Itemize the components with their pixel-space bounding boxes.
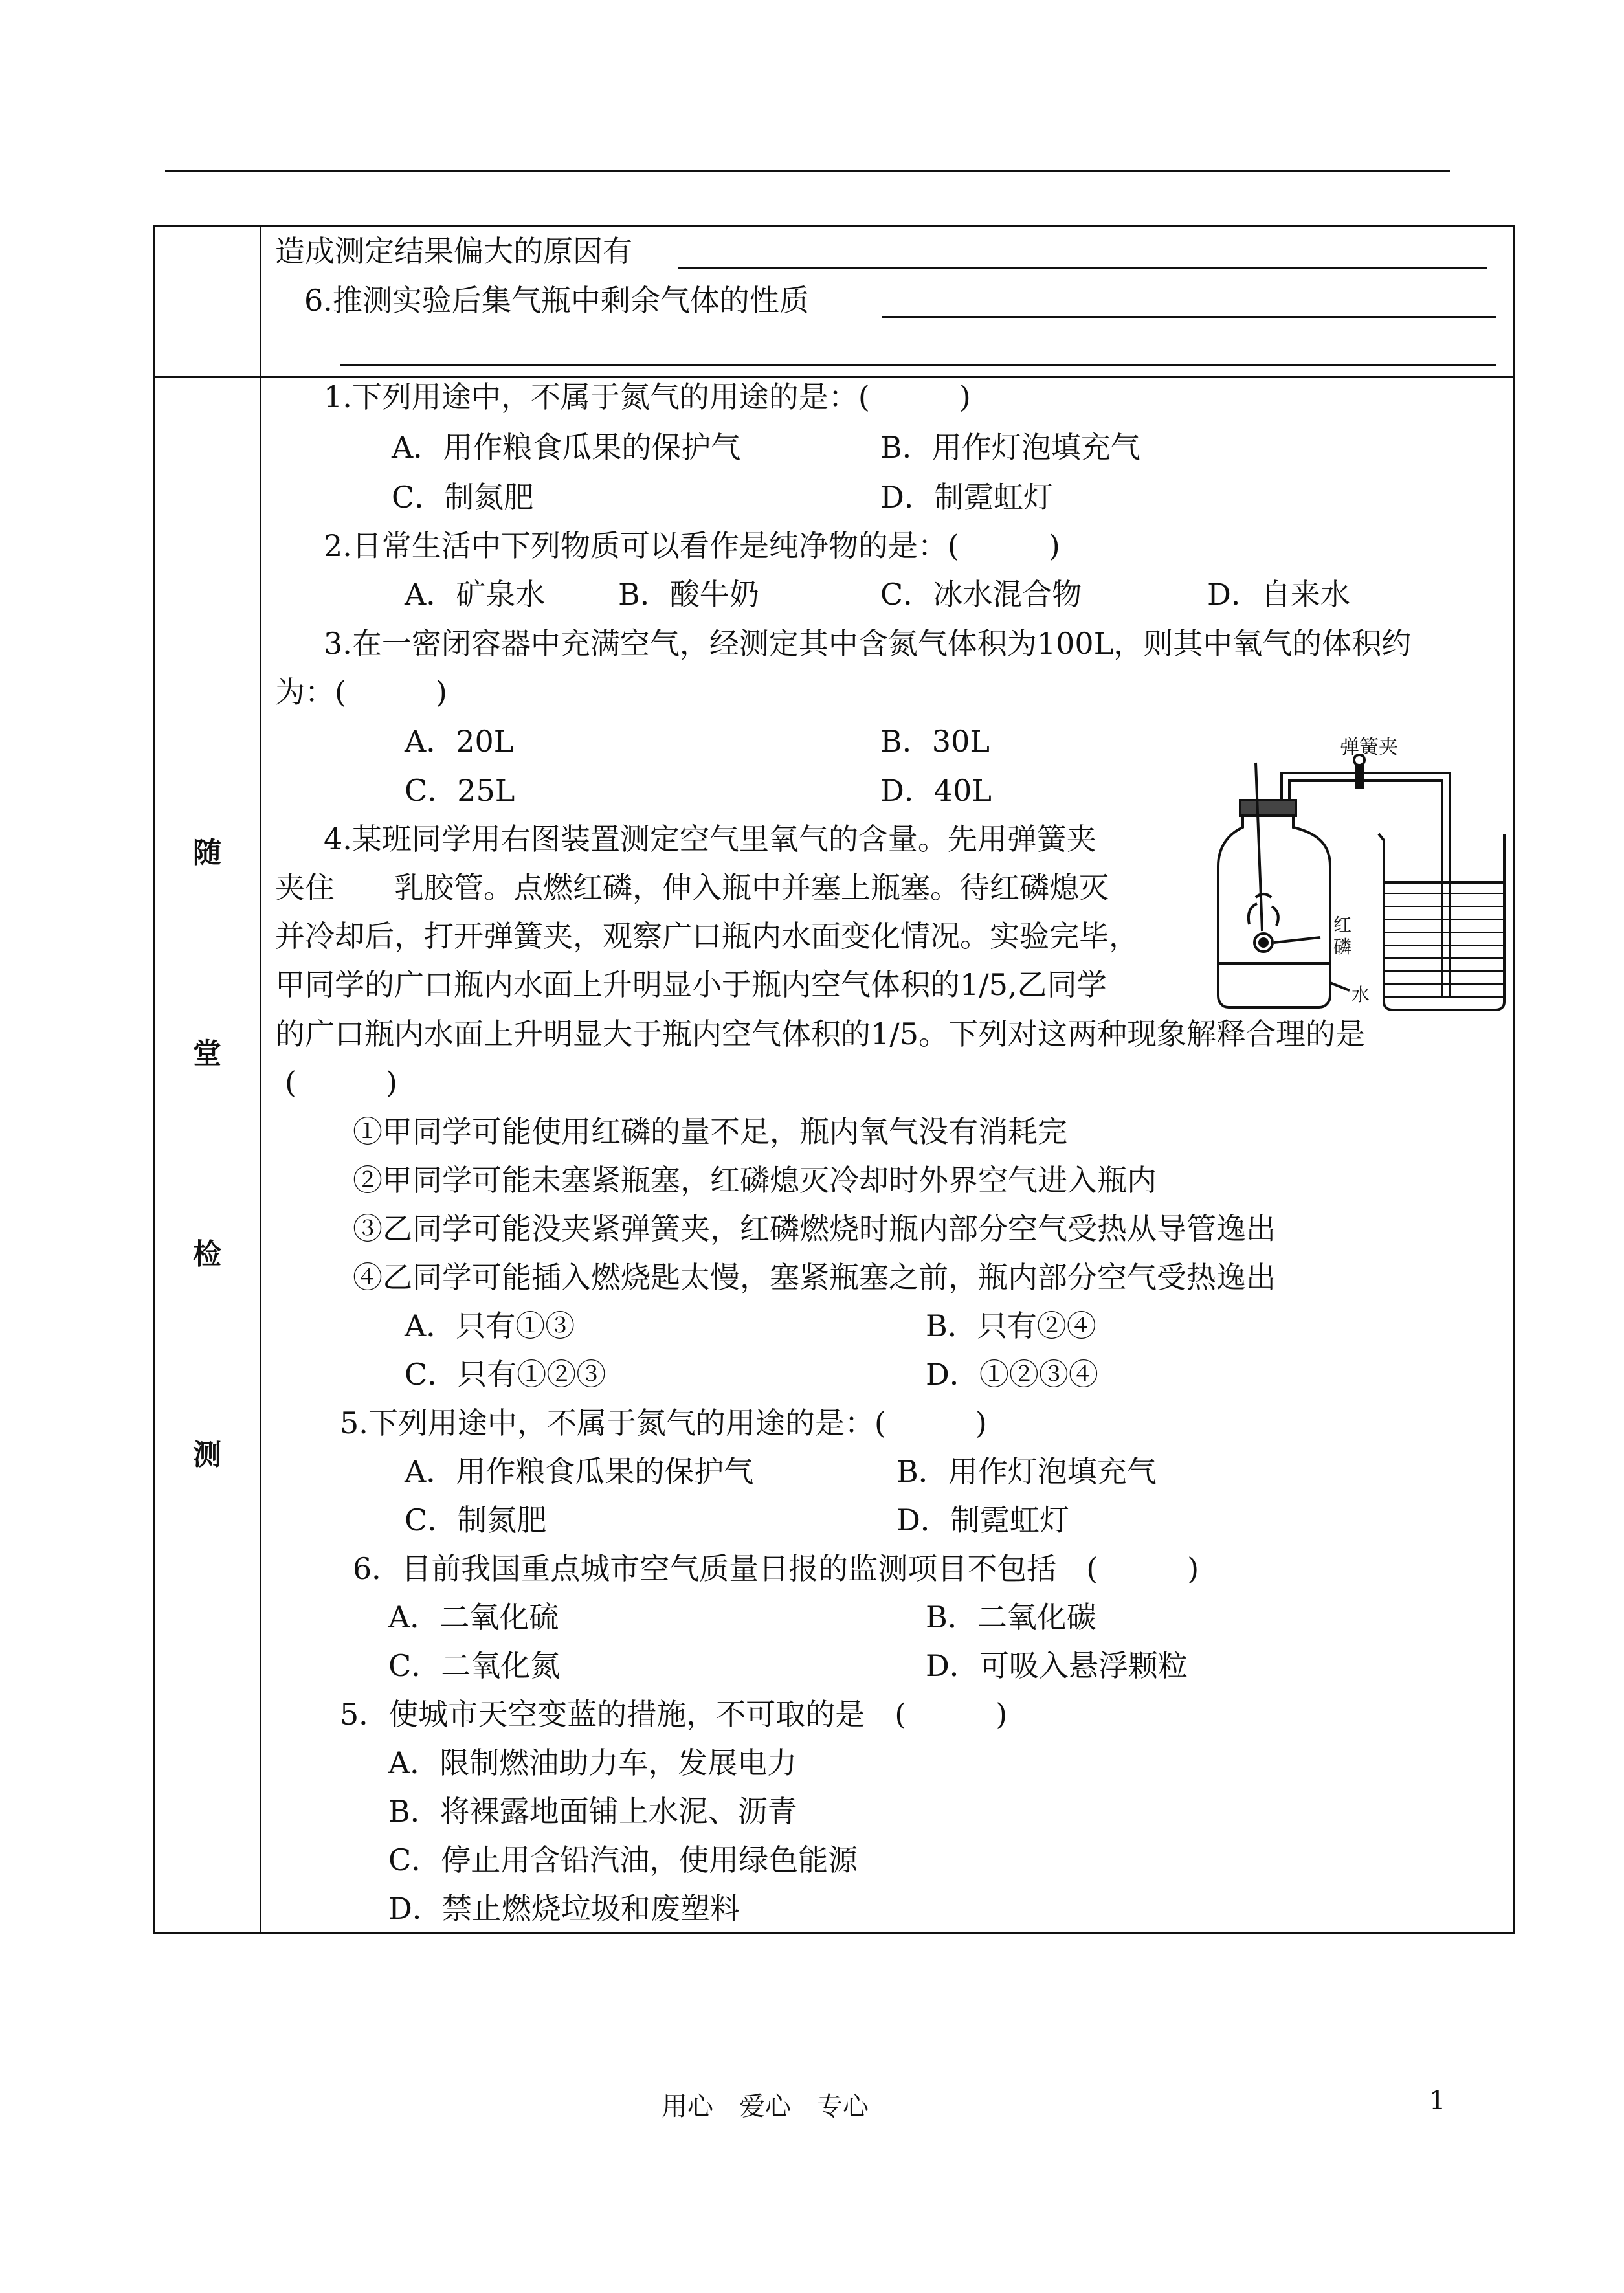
question-stem-cont: ( ) xyxy=(285,1065,397,1100)
option-b: B．二氧化碳 xyxy=(926,1600,1096,1635)
option-a: A．用作粮食瓜果的保护气 xyxy=(392,430,741,465)
statement-1: ①甲同学可能使用红磷的量不足，瓶内氧气没有消耗完 xyxy=(353,1114,1067,1149)
option-c: C．制氮肥 xyxy=(405,1503,547,1538)
apparatus-figure xyxy=(1217,737,1508,1022)
option-c: C．二氧化氮 xyxy=(388,1648,561,1683)
option-d: D．制霓虹灯 xyxy=(896,1503,1069,1538)
option-b: B．用作灯泡填充气 xyxy=(880,430,1140,465)
option-a: A．20L xyxy=(405,724,514,759)
option-d: D．禁止燃烧垃圾和废塑料 xyxy=(388,1891,740,1926)
option-a: A．二氧化硫 xyxy=(388,1600,559,1635)
row-divider xyxy=(155,376,1513,378)
question-stem-cont: 并冷却后，打开弹簧夹，观察广口瓶内水面变化情况。实验完毕， xyxy=(275,919,1139,954)
option-c: C．冰水混合物 xyxy=(880,577,1082,612)
question-stem-cont: 的广口瓶内水面上升明显大于瓶内空气体积的1/5。下列对这两种现象解释合理的是 xyxy=(275,1016,1366,1051)
option-b: B．将裸露地面铺上水泥、沥青 xyxy=(388,1794,797,1829)
section-label-char: 堂 xyxy=(193,1037,221,1070)
option-d: D．①②③④ xyxy=(926,1357,1098,1392)
question-stem: 5．使城市天空变蓝的措施，不可取的是 ( ) xyxy=(340,1697,1008,1732)
remaining-gas-prompt: 6.推测实验后集气瓶中剩余气体的性质 xyxy=(304,283,809,318)
question-stem: 6．目前我国重点城市空气质量日报的监测项目不包括 ( ) xyxy=(353,1551,1199,1586)
option-b: B．酸牛奶 xyxy=(618,577,759,612)
question-stem: 3.在一密闭容器中充满空气，经测定其中含氮气体积为100L，则其中氧气的体积约 xyxy=(324,626,1412,661)
clip-label: 弹簧夹 xyxy=(1340,737,1398,759)
section-label-char: 检 xyxy=(193,1238,221,1271)
option-c: C．25L xyxy=(405,773,515,808)
phosphorus-label-2: 磷 xyxy=(1333,936,1352,957)
statement-4: ④乙同学可能插入燃烧匙太慢，塞紧瓶塞之前，瓶内部分空气受热逸出 xyxy=(353,1260,1276,1295)
option-d: D．可吸入悬浮颗粒 xyxy=(926,1648,1188,1683)
option-b: B．30L xyxy=(880,724,990,759)
phosphorus-label-1: 红 xyxy=(1333,914,1352,935)
footer-motto: 用心 爱心 专心 xyxy=(662,2092,869,2121)
option-a: A．只有①③ xyxy=(405,1308,575,1343)
option-a: A．用作粮食瓜果的保护气 xyxy=(405,1454,754,1489)
option-d: D．40L xyxy=(880,773,992,808)
question-stem: 5.下列用途中，不属于氮气的用途的是：( ) xyxy=(340,1405,987,1440)
option-c: C．只有①②③ xyxy=(405,1357,606,1392)
question-stem: 1.下列用途中，不属于氮气的用途的是：( ) xyxy=(324,379,971,414)
page-number: 1 xyxy=(1429,2086,1446,2116)
statement-3: ③乙同学可能没夹紧弹簧夹，红磷燃烧时瓶内部分空气受热从导管逸出 xyxy=(353,1211,1276,1246)
water-label: 水 xyxy=(1351,984,1370,1005)
option-c: C．制氮肥 xyxy=(392,480,534,515)
answer-blank[interactable] xyxy=(882,316,1496,318)
question-stem-cont: 甲同学的广口瓶内水面上升明显小于瓶内空气体积的1/5,乙同学 xyxy=(275,967,1107,1002)
option-b: B．只有②④ xyxy=(926,1308,1096,1343)
column-divider xyxy=(260,227,261,1932)
question-stem-cont: 为：( ) xyxy=(275,675,447,710)
option-b: B．用作灯泡填充气 xyxy=(896,1454,1157,1489)
option-d: D．自来水 xyxy=(1207,577,1350,612)
option-a: A．限制燃油助力车，发展电力 xyxy=(388,1745,797,1780)
option-d: D．制霓虹灯 xyxy=(880,480,1053,515)
header-rule xyxy=(165,170,1450,172)
question-stem: 2.日常生活中下列物质可以看作是纯净物的是：( ) xyxy=(324,528,1060,563)
section-label-char: 随 xyxy=(193,836,221,869)
option-a: A．矿泉水 xyxy=(405,577,546,612)
error-cause-prompt: 造成测定结果偏大的原因有 xyxy=(275,234,632,269)
statement-2: ②甲同学可能未塞紧瓶塞，红磷熄灭冷却时外界空气进入瓶内 xyxy=(353,1163,1157,1198)
option-c: C．停止用含铅汽油，使用绿色能源 xyxy=(388,1842,858,1877)
answer-blank[interactable] xyxy=(340,364,1496,366)
answer-blank[interactable] xyxy=(678,267,1487,269)
section-label-char: 测 xyxy=(193,1438,221,1471)
question-stem-cont: 夹住 乳胶管。点燃红磷，伸入瓶中并塞上瓶塞。待红磷熄灭 xyxy=(275,870,1109,905)
question-stem: 4.某班同学用右图装置测定空气里氧气的含量。先用弹簧夹 xyxy=(324,822,1096,856)
